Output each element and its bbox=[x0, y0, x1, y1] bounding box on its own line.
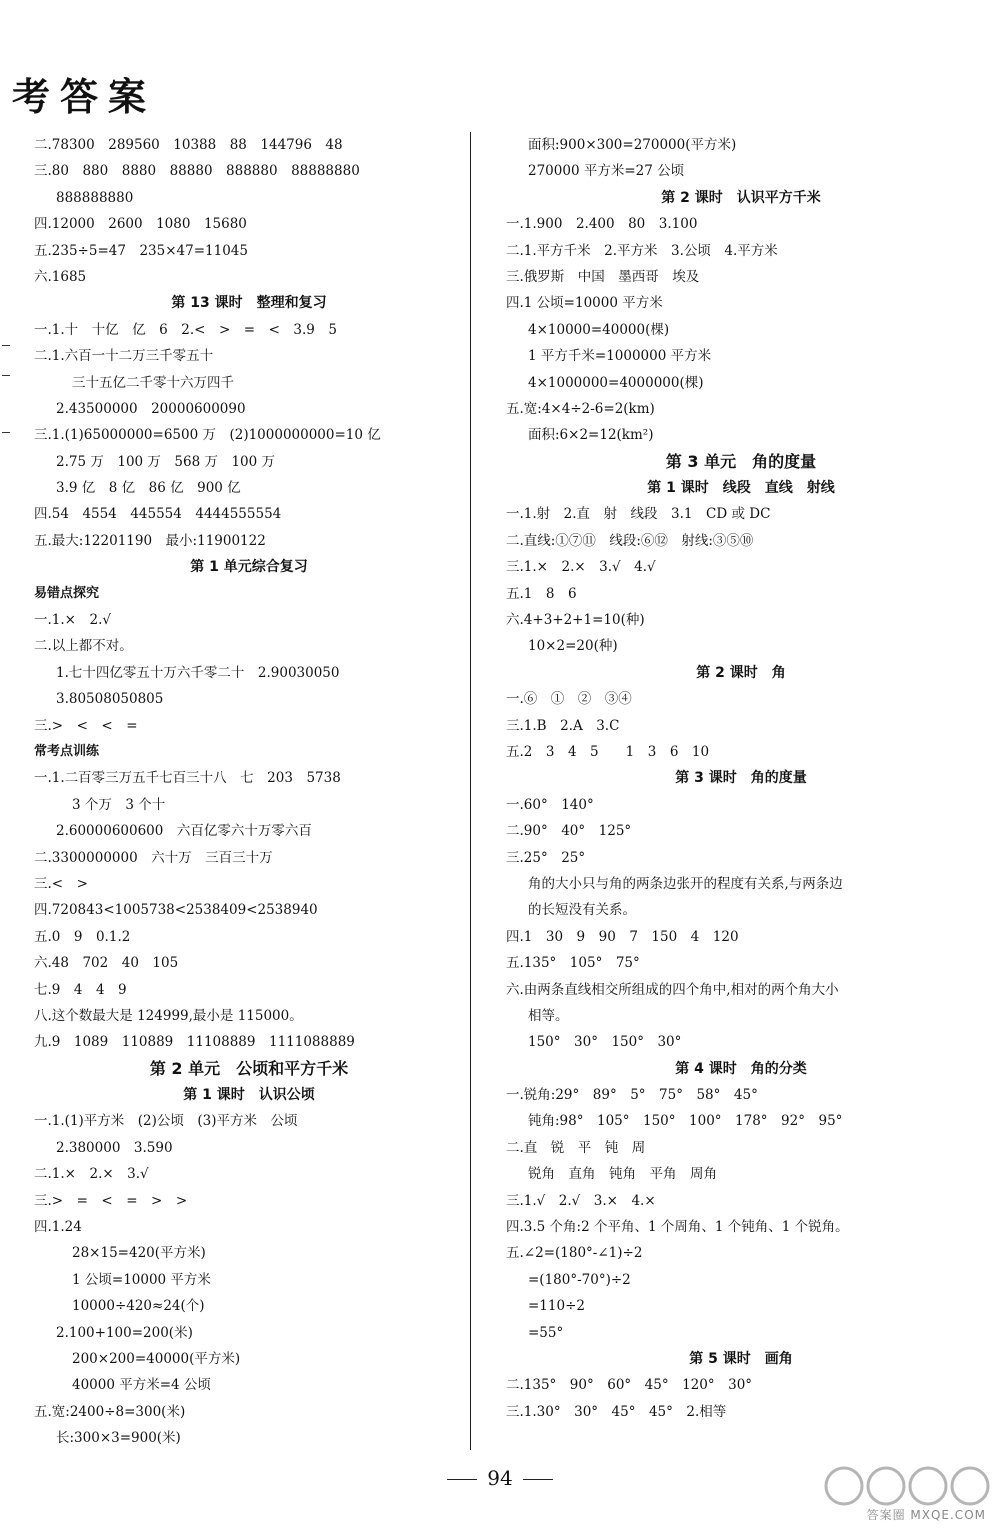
answer-line: 五.最大:12201190 最小:11900122 bbox=[34, 532, 266, 549]
section-heading: 第 3 单元 角的度量 bbox=[665, 451, 817, 471]
answer-line: 九.9 1089 110889 11108889 1111088889 bbox=[34, 1034, 355, 1051]
answer-line: 3.9 亿 8 亿 86 亿 900 亿 bbox=[56, 480, 241, 497]
answer-line: 三十五亿二千零十六万四千 bbox=[72, 374, 234, 391]
answer-line: 一.1.900 2.400 80 3.100 bbox=[506, 216, 698, 233]
answer-line: 五.135° 105° 75° bbox=[506, 955, 640, 972]
margin-mark bbox=[2, 345, 10, 346]
answer-line: 三.1.× 2.× 3.√ 4.√ bbox=[506, 559, 656, 576]
answer-line: 2.100+100=200(米) bbox=[56, 1324, 193, 1341]
section-heading: 第 5 课时 画角 bbox=[689, 1350, 793, 1367]
answer-line: 2.60000600600 六百亿零六十万零六百 bbox=[56, 823, 312, 840]
answer-line: 4×10000=40000(棵) bbox=[528, 321, 670, 338]
margin-mark bbox=[2, 432, 10, 433]
answer-line: 三.> < < = bbox=[34, 717, 138, 734]
answer-line: 五.2 3 4 5 1 3 6 10 bbox=[506, 743, 710, 760]
answer-line: 10×2=20(种) bbox=[528, 638, 618, 655]
section-heading: 第 13 课时 整理和复习 bbox=[171, 295, 327, 312]
answer-line: 四.3.5 个角:2 个平角、1 个周角、1 个钝角、1 个锐角。 bbox=[506, 1219, 849, 1236]
dash-right bbox=[523, 1479, 553, 1480]
answer-line: 二.135° 90° 60° 45° 120° 30° bbox=[506, 1377, 753, 1394]
answer-line: 六.48 702 40 105 bbox=[34, 955, 179, 972]
answer-line: 八.这个数最大是 124999,最小是 115000。 bbox=[34, 1007, 303, 1024]
answer-line: 面积:6×2=12(km²) bbox=[528, 427, 654, 444]
answer-line: 三.1.B 2.A 3.C bbox=[506, 717, 620, 734]
answer-line: 二.1.平方千米 2.平方米 3.公顷 4.平方米 bbox=[506, 242, 778, 259]
answer-line: 150° 30° 150° 30° bbox=[528, 1034, 682, 1051]
section-heading: 第 4 课时 角的分类 bbox=[675, 1060, 807, 1077]
answer-line: 一.1.(1)平方米 (2)公顷 (3)平方米 公顷 bbox=[34, 1113, 298, 1130]
answer-line: =55° bbox=[528, 1324, 564, 1341]
answer-line: 2.43500000 20000600090 bbox=[56, 400, 246, 417]
answer-line: 锐角 直角 钝角 平角 周角 bbox=[528, 1166, 717, 1183]
answer-line: 3 个万 3 个十 bbox=[72, 796, 166, 813]
answer-line: 三.俄罗斯 中国 墨西哥 埃及 bbox=[506, 268, 700, 285]
page-number-text: 94 bbox=[487, 1466, 513, 1490]
answer-line: 四.12000 2600 1080 15680 bbox=[34, 216, 247, 233]
dash-left bbox=[447, 1479, 477, 1480]
answer-line: 一.1.射 2.直 射 线段 3.1 CD 或 DC bbox=[506, 506, 771, 523]
answer-line: 六.4+3+2+1=10(种) bbox=[506, 612, 645, 629]
answer-line: 长:300×3=900(米) bbox=[56, 1430, 181, 1447]
answer-line: 三.25° 25° bbox=[506, 849, 586, 866]
page-header: 考答案 bbox=[12, 75, 157, 119]
answer-line: 六.1685 bbox=[34, 268, 87, 285]
answer-line: 二.3300000000 六十万 三百三十万 bbox=[34, 849, 273, 866]
section-heading: 第 2 单元 公顷和平方千米 bbox=[149, 1058, 349, 1078]
answer-line: 一.1.二百零三万五千七百三十八 七 203 5738 bbox=[34, 770, 341, 787]
answer-line: 4×1000000=4000000(棵) bbox=[528, 374, 704, 391]
answer-line: 五.∠2=(180°-∠1)÷2 bbox=[506, 1245, 643, 1262]
answer-line: 二.直线:①⑦⑪ 线段:⑥⑫ 射线:③⑤⑩ bbox=[506, 532, 754, 549]
answer-line: 的长短没有关系。 bbox=[528, 902, 636, 919]
answer-line: 三.1.√ 2.√ 3.× 4.× bbox=[506, 1192, 656, 1209]
answer-line: 270000 平方米=27 公顷 bbox=[528, 163, 685, 180]
answer-line: 六.由两条直线相交所组成的四个角中,相对的两个角大小 bbox=[506, 981, 839, 998]
watermark-text: 答案圈 MXQE.COM bbox=[866, 1508, 986, 1522]
answer-line: 一.⑥ ① ② ③④ bbox=[506, 691, 632, 708]
answer-line: 五.1 8 6 bbox=[506, 585, 577, 602]
answer-line: 五.宽:2400÷8=300(米) bbox=[34, 1403, 186, 1420]
answer-line: 三.1.30° 30° 45° 45° 2.相等 bbox=[506, 1403, 727, 1420]
left-column bbox=[34, 132, 464, 1452]
answer-line: 40000 平方米=4 公顷 bbox=[72, 1377, 211, 1394]
answer-line: 一.1.× 2.√ bbox=[34, 612, 111, 629]
answer-line: 三.80 880 8880 88880 888880 88888880 bbox=[34, 163, 360, 180]
answer-line: 2.380000 3.590 bbox=[56, 1139, 173, 1156]
answer-line: 一.1.十 十亿 亿 6 2.< > = < 3.9 5 bbox=[34, 321, 337, 338]
answer-line: 五.0 9 0.1.2 bbox=[34, 928, 131, 945]
margin-mark bbox=[2, 375, 10, 376]
section-heading: 易错点探究 bbox=[34, 585, 100, 601]
answer-line: 1 公顷=10000 平方米 bbox=[72, 1271, 211, 1288]
answer-line: 二.78300 289560 10388 88 144796 48 bbox=[34, 137, 343, 153]
answer-line: 200×200=40000(平方米) bbox=[72, 1350, 241, 1367]
answer-line: 角的大小只与角的两条边张开的程度有关系,与两条边 bbox=[528, 875, 843, 892]
answer-line: 相等。 bbox=[528, 1007, 569, 1024]
answer-line: 1.七十四亿零五十万六千零二十 2.90030050 bbox=[56, 664, 340, 681]
section-heading: 第 2 课时 认识平方千米 bbox=[661, 189, 821, 206]
answer-line: 二.1.× 2.× 3.√ bbox=[34, 1166, 149, 1183]
answer-line: 一.60° 140° bbox=[506, 796, 594, 813]
answer-line: 面积:900×300=270000(平方米) bbox=[528, 137, 737, 153]
section-heading: 常考点训练 bbox=[34, 743, 100, 759]
answer-line: 888888880 bbox=[56, 189, 134, 206]
answer-line: 二.90° 40° 125° bbox=[506, 823, 632, 840]
answer-line: 10000÷420≈24(个) bbox=[72, 1298, 205, 1315]
answer-line: 钝角:98° 105° 150° 100° 178° 92° 95° bbox=[528, 1113, 843, 1130]
answer-line: 四.1.24 bbox=[34, 1219, 82, 1236]
answer-line: 四.54 4554 445554 4444555554 bbox=[34, 506, 282, 523]
answer-line: 三.1.(1)65000000=6500 万 (2)1000000000=10 亿 bbox=[34, 427, 381, 444]
answer-line: 1 平方千米=1000000 平方米 bbox=[528, 348, 712, 365]
answer-line: 二.以上都不对。 bbox=[34, 638, 133, 655]
section-heading: 第 1 课时 认识公顷 bbox=[183, 1087, 315, 1104]
section-heading: 第 1 单元综合复习 bbox=[190, 559, 308, 576]
answer-line: 二.1.六百一十二万三千零五十 bbox=[34, 348, 214, 365]
answer-line: 三.< > bbox=[34, 875, 88, 892]
answer-line: 五.宽:4×4÷2-6=2(km) bbox=[506, 400, 655, 417]
column-divider bbox=[470, 132, 471, 1450]
answer-line: =(180°-70°)÷2 bbox=[528, 1271, 631, 1288]
answer-line: 二.直 锐 平 钝 周 bbox=[506, 1139, 646, 1156]
section-heading: 第 2 课时 角 bbox=[696, 664, 786, 681]
answer-line: 2.75 万 100 万 568 万 100 万 bbox=[56, 453, 276, 470]
section-heading: 第 1 课时 线段 直线 射线 bbox=[647, 480, 835, 497]
right-column bbox=[506, 132, 976, 1425]
answer-line: 三.> = < = > > bbox=[34, 1192, 188, 1209]
answer-line: 28×15=420(平方米) bbox=[72, 1245, 206, 1262]
answer-line: 四.1 公顷=10000 平方米 bbox=[506, 295, 663, 312]
answer-line: 四.720843<1005738<2538409<2538940 bbox=[34, 902, 318, 919]
answer-line: =110÷2 bbox=[528, 1298, 585, 1315]
answer-line: 七.9 4 4 9 bbox=[34, 981, 127, 998]
answer-line: 五.235÷5=47 235×47=11045 bbox=[34, 242, 248, 259]
answer-line: 3.80508050805 bbox=[56, 691, 164, 708]
section-heading: 第 3 课时 角的度量 bbox=[675, 770, 807, 787]
answer-line: 一.锐角:29° 89° 5° 75° 58° 45° bbox=[506, 1087, 758, 1104]
answer-line: 四.1 30 9 90 7 150 4 120 bbox=[506, 928, 739, 945]
